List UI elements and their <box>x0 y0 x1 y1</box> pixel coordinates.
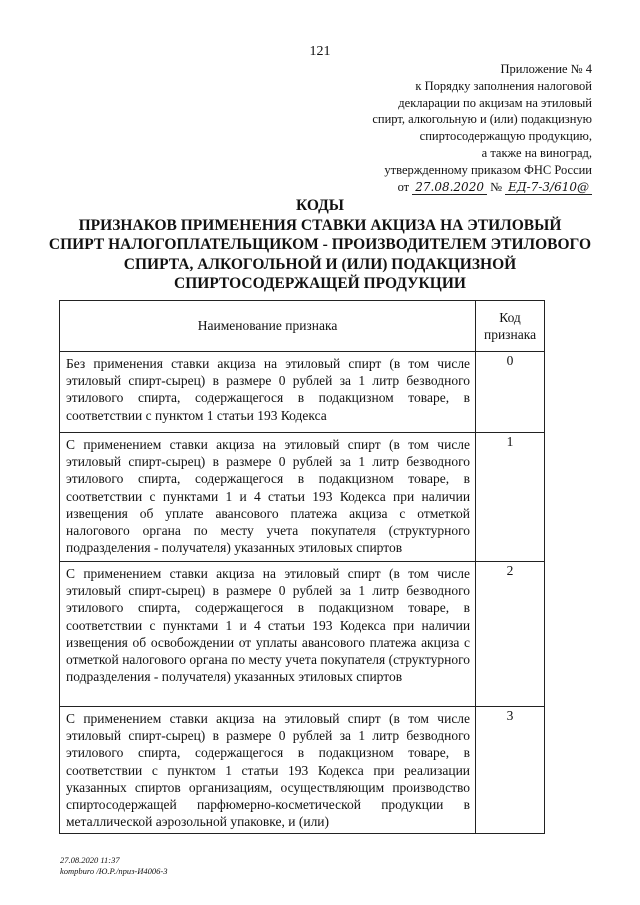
table-header-row <box>60 301 545 352</box>
print-footer <box>60 855 167 876</box>
document-reference: kompburo /Ю.Р./приз-И4006-3 <box>60 865 168 876</box>
appendix-line: к Порядку заполнения налоговой <box>415 78 592 93</box>
title-line: ПРИЗНАКОВ ПРИМЕНЕНИЯ СТАВКИ АКЦИЗА НА ЭТИЛОВЫЙ <box>78 216 562 234</box>
sign-description: С применением ставки акциза на этиловый спирт (в том числе этиловый спирт-сырец) в размере 0 рублей за 1 литр безводного этилового спирта, содержащегося в подакцизном товаре, в соответствии с пунктами 1 и 4 статьи 193 Кодекса при наличии извещения об уплате авансового платежа акциза с отметкой налогового органа по месту учета покупателя (структурного подразделения - получателя) указанных этиловых спиртов <box>60 433 476 562</box>
header-sign-name: Наименование признака <box>60 301 476 352</box>
table-row <box>60 562 545 707</box>
sign-description: С применением ставки акциза на этиловый спирт (в том числе этиловый спирт-сырец) в размере 0 рублей за 1 литр безводного этилового спирта, содержащегося в подакцизном товаре, в соответствии с пунктами 1 и 4 статьи 193 Кодекса при наличии извещения об освобождении от уплаты авансового платежа акциза с отметкой налогового органа по месту учета покупателя (структурного подразделения - получателя) указанных этиловых спиртов <box>60 562 476 707</box>
date-prefix: от <box>397 179 410 194</box>
title-line: СПИРТ НАЛОГОПЛАТЕЛЬЩИКОМ - ПРОИЗВОДИТЕЛЕМ ЭТИЛОВОГО <box>48 236 592 253</box>
handwritten-order-number: ЕД-7-3/610@ <box>505 180 592 195</box>
appendix-line: а также на виноград, <box>481 145 592 160</box>
sign-code: 1 <box>476 433 545 562</box>
appendix-reference <box>292 61 592 195</box>
print-timestamp: 27.08.2020 11:37 <box>60 855 120 865</box>
sign-description: Без применения ставки акциза на этиловый спирт (в том числе этиловый спирт-сырец) в размере 0 рублей за 1 литр безводного этилового спирта, содержащегося в подакцизном товаре, в соответствии с пунктом 1 статьи 193 Кодекса <box>60 352 476 433</box>
title-line: СПИРТА, АЛКОГОЛЬНОЙ И (ИЛИ) ПОДАКЦИЗНОЙ <box>123 255 517 273</box>
sign-description: С применением ставки акциза на этиловый спирт (в том числе этиловый спирт-сырец) в размере 0 рублей за 1 литр безводного этилового спирта, содержащегося в подакцизном товаре, в соответствии с пунктом 1 статьи 193 Кодекса при реализации указанных спиртов организациям, осуществляющим производство спиртосодержащей парфюмерно-косметической продукции в металлической аэрозольной упаковке, и (или) <box>60 707 476 834</box>
codes-table <box>59 300 545 834</box>
header-sign-code: Код признака <box>476 301 545 352</box>
appendix-line: декларации по акцизам на этиловый <box>398 95 592 110</box>
document-title <box>40 196 600 294</box>
title-line: КОДЫ <box>295 197 345 214</box>
number-prefix: № <box>490 179 503 194</box>
order-date-number-line <box>292 179 592 196</box>
table-row <box>60 433 545 562</box>
table-row <box>60 707 545 834</box>
appendix-line: спирт, алкогольную и (или) подакцизную <box>372 112 592 127</box>
sign-code: 0 <box>476 352 545 433</box>
sign-code: 3 <box>476 707 545 834</box>
handwritten-date: 27.08.2020 <box>412 180 487 195</box>
appendix-line: утвержденному приказом ФНС России <box>384 162 592 177</box>
appendix-line: Приложение № 4 <box>500 62 592 76</box>
appendix-line: спиртосодержащую продукцию, <box>419 129 592 144</box>
table-row <box>60 352 545 433</box>
page-number: 121 <box>309 44 331 59</box>
title-line: СПИРТОСОДЕРЖАЩЕЙ ПРОДУКЦИИ <box>174 275 466 292</box>
sign-code: 2 <box>476 562 545 707</box>
